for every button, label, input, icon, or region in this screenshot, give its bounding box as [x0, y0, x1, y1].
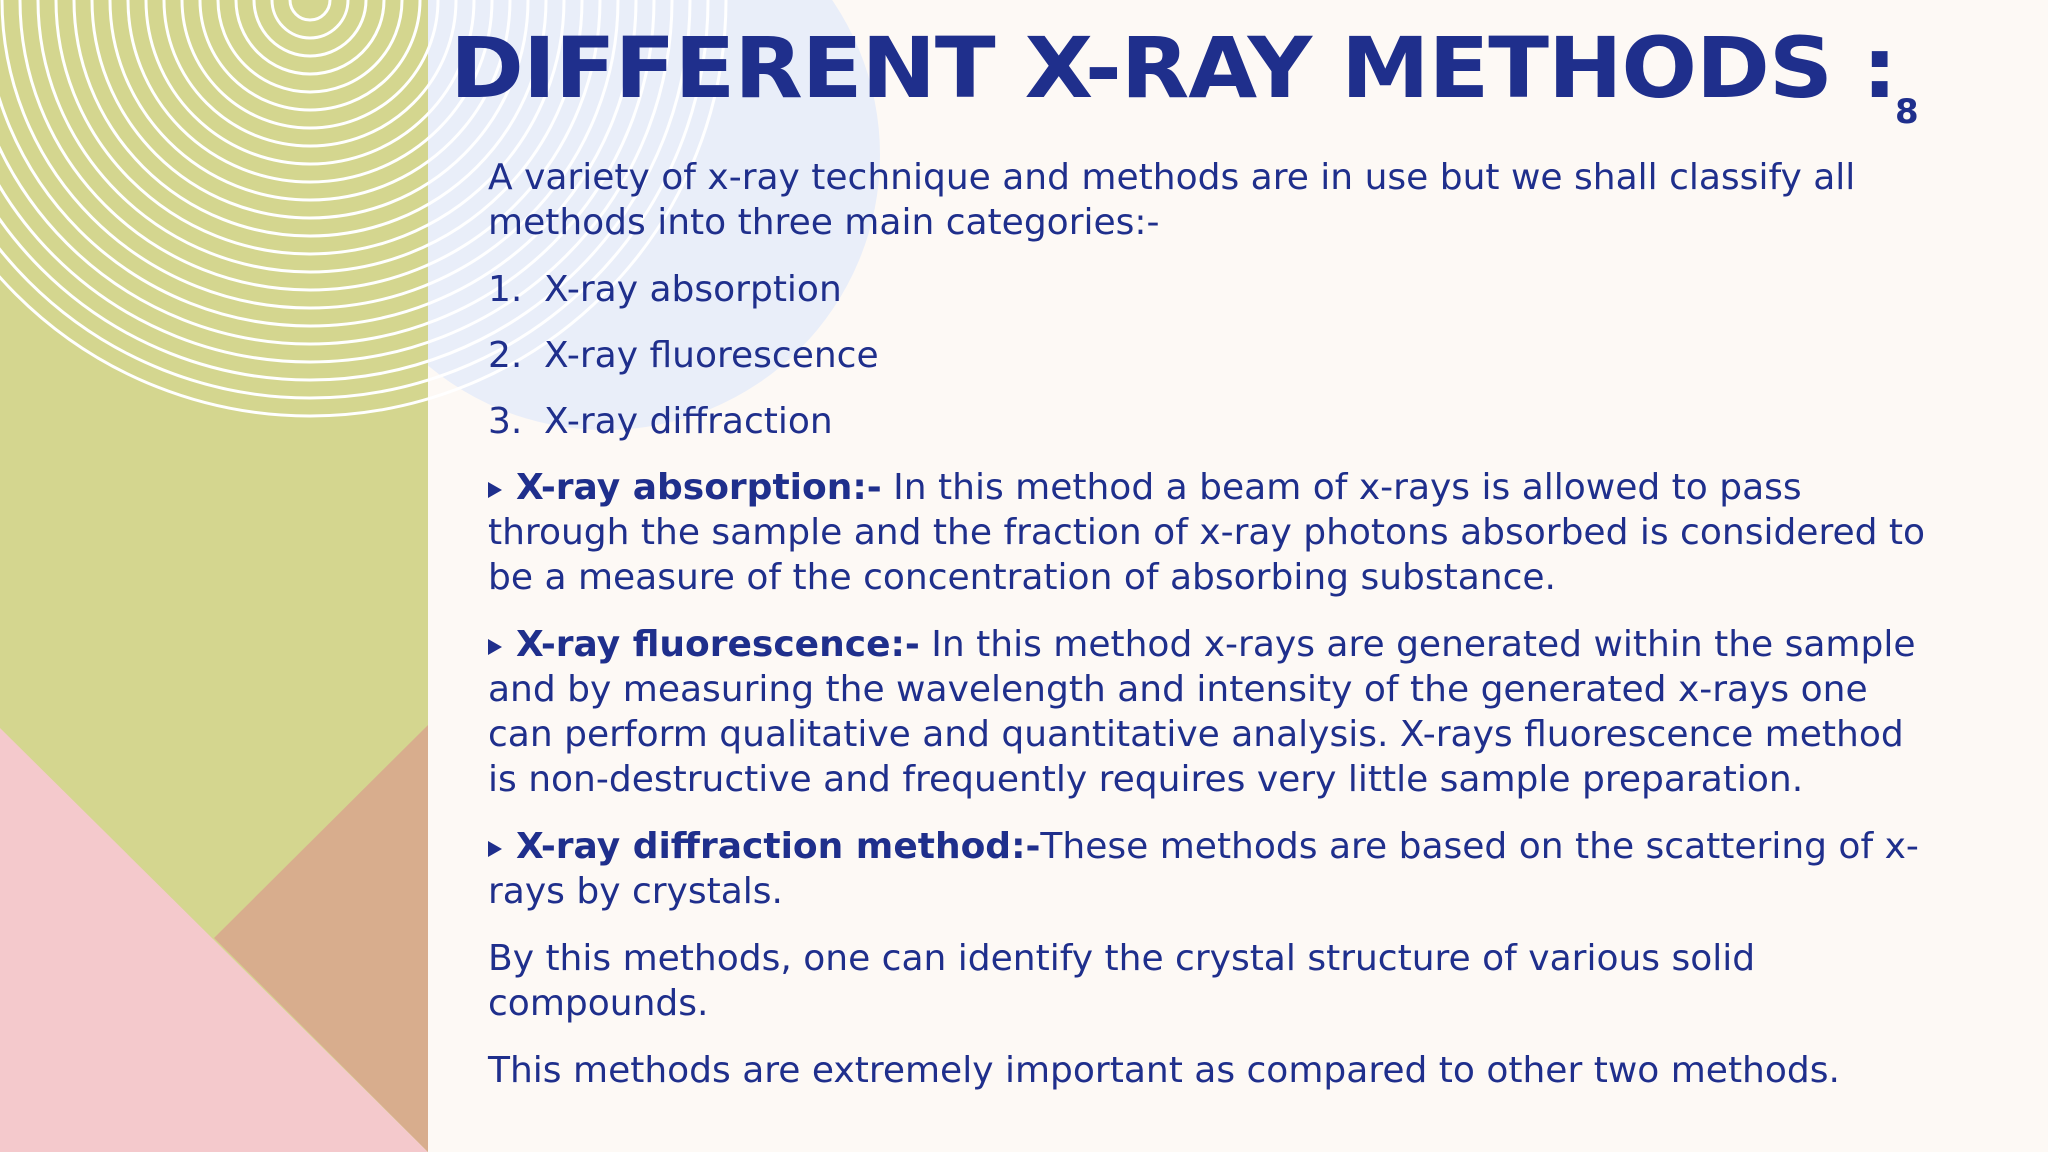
bullet-term: X-ray fluorescence:-: [516, 624, 920, 665]
bullet-triangle-icon: [488, 482, 502, 498]
bullet-triangle-icon: [488, 639, 502, 655]
slide-content: [488, 155, 1928, 1115]
category-list: [488, 267, 1928, 444]
category-number: 3.: [488, 401, 523, 442]
bullet-term: X-ray diffraction method:-: [516, 826, 1041, 867]
category-number: 1.: [488, 269, 523, 310]
bullet-term: X-ray absorption:-: [516, 467, 882, 508]
category-number: 2.: [488, 335, 523, 376]
category-text: X-ray fluorescence: [544, 335, 879, 376]
closing-paragraph: By this methods, one can identify the crystal structure of various solid compounds.: [488, 938, 1756, 1024]
bullet-text: In this method x-rays are generated within the sample and by measuring the wavelength and intensity of the generated x-rays one can perform qualitative and quantitative analysis. X-rays fluorescence method is non-destructive and frequently requires very little sample preparation.: [488, 624, 1916, 800]
intro-paragraph: A variety of x-ray technique and methods are in use but we shall classify all methods into three main categories:-: [488, 157, 1856, 243]
category-text: X-ray absorption: [544, 269, 842, 310]
category-text: X-ray diffraction: [544, 401, 833, 442]
category-item: [488, 267, 1928, 312]
bullet-absorption: [488, 465, 1928, 600]
closing-paragraph: This methods are extremely important as compared to other two methods.: [488, 1050, 1840, 1091]
slide-title: DIFFERENT X-RAY METHODS :: [450, 19, 1897, 117]
category-item: [488, 333, 1928, 378]
category-item: [488, 399, 1928, 444]
bullet-triangle-icon: [488, 841, 502, 857]
bullet-text: These methods are based on the scattering of x-rays by crystals.: [488, 826, 1919, 912]
bullet-text: In this method a beam of x-rays is allowed to pass through the sample and the fraction of x-ray photons absorbed is considered to be a measure of the concentration of absorbing substance.: [488, 467, 1926, 598]
bullet-fluorescence: [488, 622, 1928, 802]
bullet-diffraction: [488, 824, 1928, 914]
page-number: 8: [1895, 92, 1919, 132]
